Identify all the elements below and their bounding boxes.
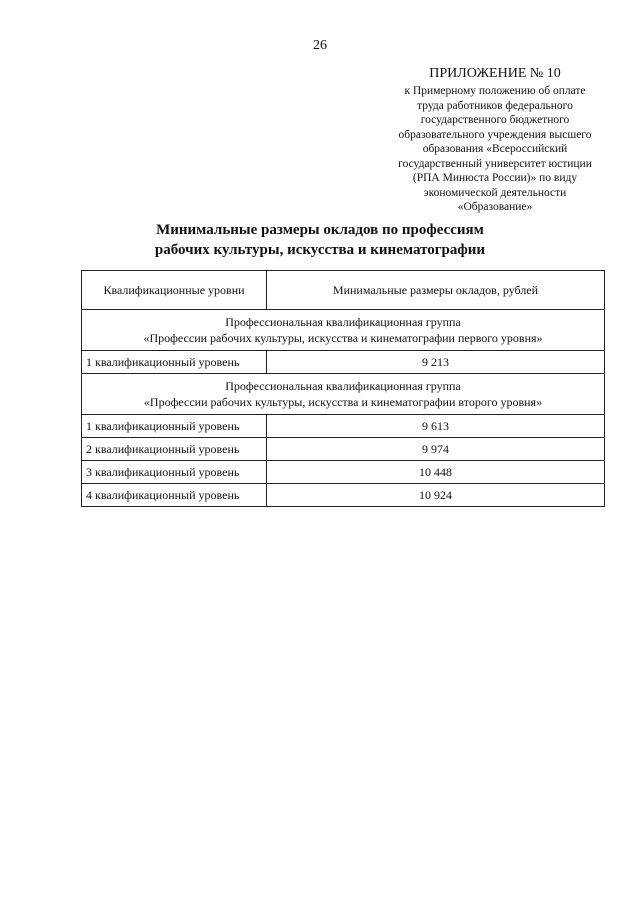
document-title — [0, 220, 640, 260]
header-level: Квалификационные уровни — [82, 271, 267, 310]
appendix-line: государственный университет юстиции — [398, 157, 592, 170]
appendix-title: ПРИЛОЖЕНИЕ № 10 — [429, 66, 561, 81]
table-row — [82, 351, 605, 374]
document-title-line: Минимальные размеры окладов по профессиям — [156, 222, 484, 238]
group-heading-line: «Профессии рабочих культуры, искусства и кинематографии первого уровня» — [143, 331, 543, 345]
page-number: 26 — [313, 38, 327, 53]
document-title-line: рабочих культуры, искусства и кинематографии — [154, 242, 486, 258]
group-heading — [82, 374, 605, 415]
header-salary: Минимальные размеры окладов, рублей — [267, 271, 605, 310]
appendix-line: «Образование» — [457, 201, 533, 213]
cell-salary: 9 613 — [267, 415, 605, 438]
group-heading-line: Профессиональная квалификационная группа — [225, 315, 461, 329]
group-row — [82, 374, 605, 415]
cell-level: 1 квалификационный уровень — [82, 351, 267, 374]
table-header-row — [82, 271, 605, 310]
appendix-line: к Примерному положению об оплате — [404, 85, 586, 97]
group-heading-line: «Профессии рабочих культуры, искусства и кинематографии второго уровня» — [143, 395, 543, 409]
cell-level: 2 квалификационный уровень — [82, 438, 267, 461]
group-heading — [82, 310, 605, 351]
salary-table — [81, 270, 605, 507]
table-row — [82, 461, 605, 484]
table-row — [82, 438, 605, 461]
appendix-line: образования «Всероссийский — [422, 143, 568, 155]
table-row — [82, 484, 605, 507]
appendix-line: образовательного учреждения высшего — [398, 128, 592, 141]
cell-level: 3 квалификационный уровень — [82, 461, 267, 484]
group-row — [82, 310, 605, 351]
cell-salary: 10 924 — [267, 484, 605, 507]
appendix-line: (РПА Минюста России)» по виду — [412, 172, 578, 184]
appendix-line: труда работников федерального — [417, 99, 573, 112]
appendix-block — [385, 66, 605, 215]
appendix-line: экономической деятельности — [423, 186, 567, 199]
appendix-line: государственного бюджетного — [420, 114, 570, 126]
cell-salary: 9 974 — [267, 438, 605, 461]
cell-salary: 10 448 — [267, 461, 605, 484]
group-heading-line: Профессиональная квалификационная группа — [225, 379, 461, 393]
table-row — [82, 415, 605, 438]
cell-level: 4 квалификационный уровень — [82, 484, 267, 507]
cell-level: 1 квалификационный уровень — [82, 415, 267, 438]
cell-salary: 9 213 — [267, 351, 605, 374]
